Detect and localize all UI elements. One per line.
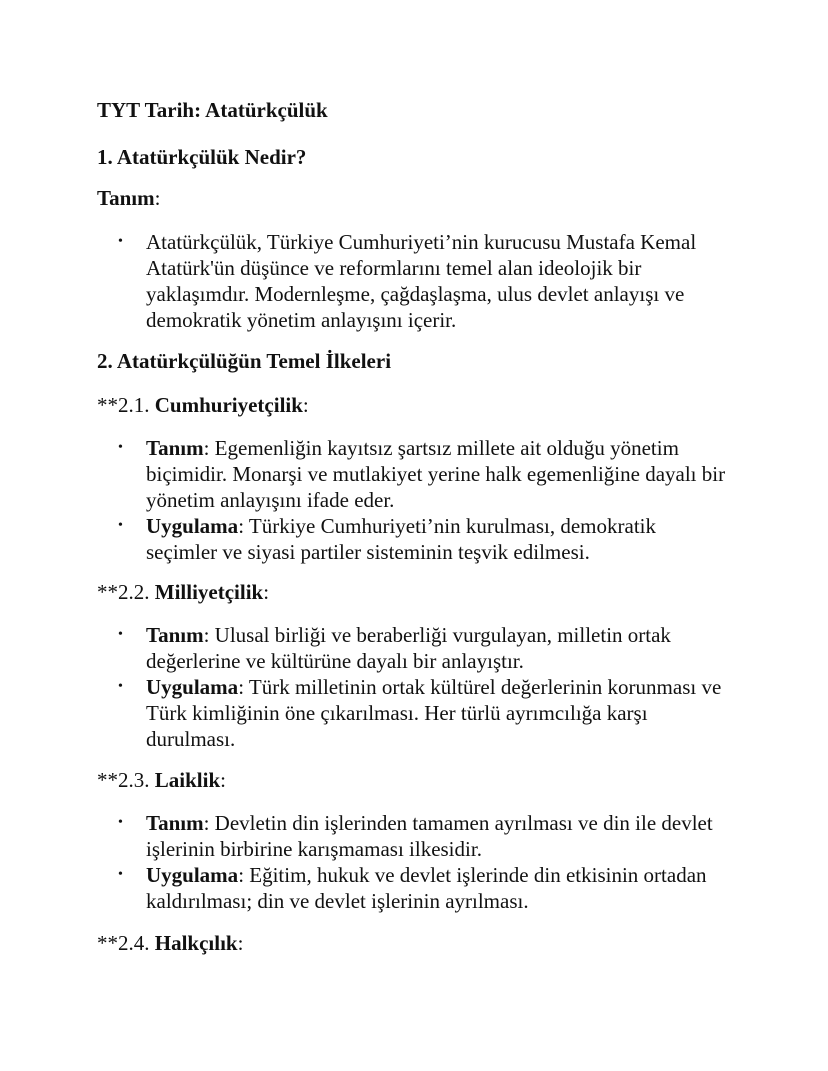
bullet-text: : Ulusal birliği ve beraberliği vurgulayan, milletin ortak değerlerine ve kültürüne dayalı bir anlayıştır.: [146, 623, 671, 673]
principle-prefix: **2.2.: [97, 580, 155, 604]
principle-prefix: **2.3.: [97, 768, 155, 792]
principle-colon: :: [220, 768, 226, 792]
section-2-heading: 2. Atatürkçülüğün Temel İlkeleri: [97, 349, 392, 373]
principle-colon: :: [263, 580, 270, 604]
list-item: [118, 435, 728, 513]
list-item: [118, 674, 728, 752]
principle-name: Cumhuriyetçilik: [154, 393, 303, 417]
tanim-label: Tanım: [97, 186, 155, 210]
section-1-label: [97, 184, 160, 212]
label-colon: :: [154, 186, 161, 210]
list-item: [118, 862, 728, 914]
principle-2-2-heading: [97, 578, 269, 606]
bullet-label: Tanım: [146, 623, 204, 647]
bullet-icon: •: [118, 815, 123, 830]
bullet-text: : Devletin din işlerinden tamamen ayrılması ve din ile devlet işlerinin birbirine karışmaması ilkesidir.: [146, 811, 713, 861]
bullet-text: : Türk milletinin ortak kültürel değerlerinin korunması ve Türk kimliğinin öne çıkarılması. Her türlü ayrımcılığa karşı durulması.: [146, 675, 722, 751]
principle-colon: :: [237, 931, 244, 955]
principle-prefix: **2.4.: [97, 931, 155, 955]
principle-name: Halkçılık: [154, 931, 238, 955]
document-title: TYT Tarih: Atatürkçülük: [97, 98, 328, 122]
bullet-icon: •: [118, 627, 123, 642]
bullet-label: Uygulama: [146, 514, 239, 538]
bullet-label: Tanım: [146, 811, 204, 835]
bullet-label: Uygulama: [146, 675, 239, 699]
principle-colon: :: [302, 393, 309, 417]
section-1-bullet-list: [118, 229, 728, 333]
principle-2-3-bullets: [118, 810, 728, 914]
bullet-icon: •: [118, 867, 123, 882]
list-item: [118, 810, 728, 862]
bullet-label: Tanım: [146, 436, 204, 460]
bullet-text: Atatürkçülük, Türkiye Cumhuriyeti’nin kurucusu Mustafa Kemal Atatürk'ün düşünce ve reformlarını temel alan ideolojik bir yaklaşımdır. Modernleşme, çağdaşlaşma, ulus devlet anlayışı ve demokratik yönetim anlayışını içerir.: [146, 230, 697, 332]
principle-name: Laiklik: [154, 768, 221, 792]
principle-prefix: **2.1.: [97, 393, 155, 417]
principle-2-1-bullets: [118, 435, 728, 565]
list-item: [118, 513, 728, 565]
bullet-text: : Eğitim, hukuk ve devlet işlerinde din etkisinin ortadan kaldırılması; din ve devlet işlerinin ayrılması.: [146, 863, 707, 913]
list-item: [118, 622, 728, 674]
bullet-icon: •: [118, 679, 123, 694]
section-1-heading: 1. Atatürkçülük Nedir?: [97, 145, 307, 169]
bullet-icon: •: [118, 518, 123, 533]
bullet-label: Uygulama: [146, 863, 239, 887]
bullet-text: : Egemenliğin kayıtsız şartsız millete ait olduğu yönetim biçimidir. Monarşi ve mutlakiyet yerine halk egemenliğine dayalı bir yönetim anlayışını ifade eder.: [146, 436, 726, 512]
bullet-icon: •: [118, 440, 123, 455]
principle-2-3-heading: [97, 766, 226, 794]
principle-2-4-heading: [97, 929, 243, 957]
bullet-icon: •: [118, 234, 123, 249]
bullet-text: : Türkiye Cumhuriyeti’nin kurulması, demokratik seçimler ve siyasi partiler sisteminin teşvik edilmesi.: [146, 514, 656, 564]
list-item: [118, 229, 728, 333]
principle-2-2-bullets: [118, 622, 728, 752]
principle-name: Milliyetçilik: [154, 580, 264, 604]
principle-2-1-heading: [97, 391, 309, 419]
